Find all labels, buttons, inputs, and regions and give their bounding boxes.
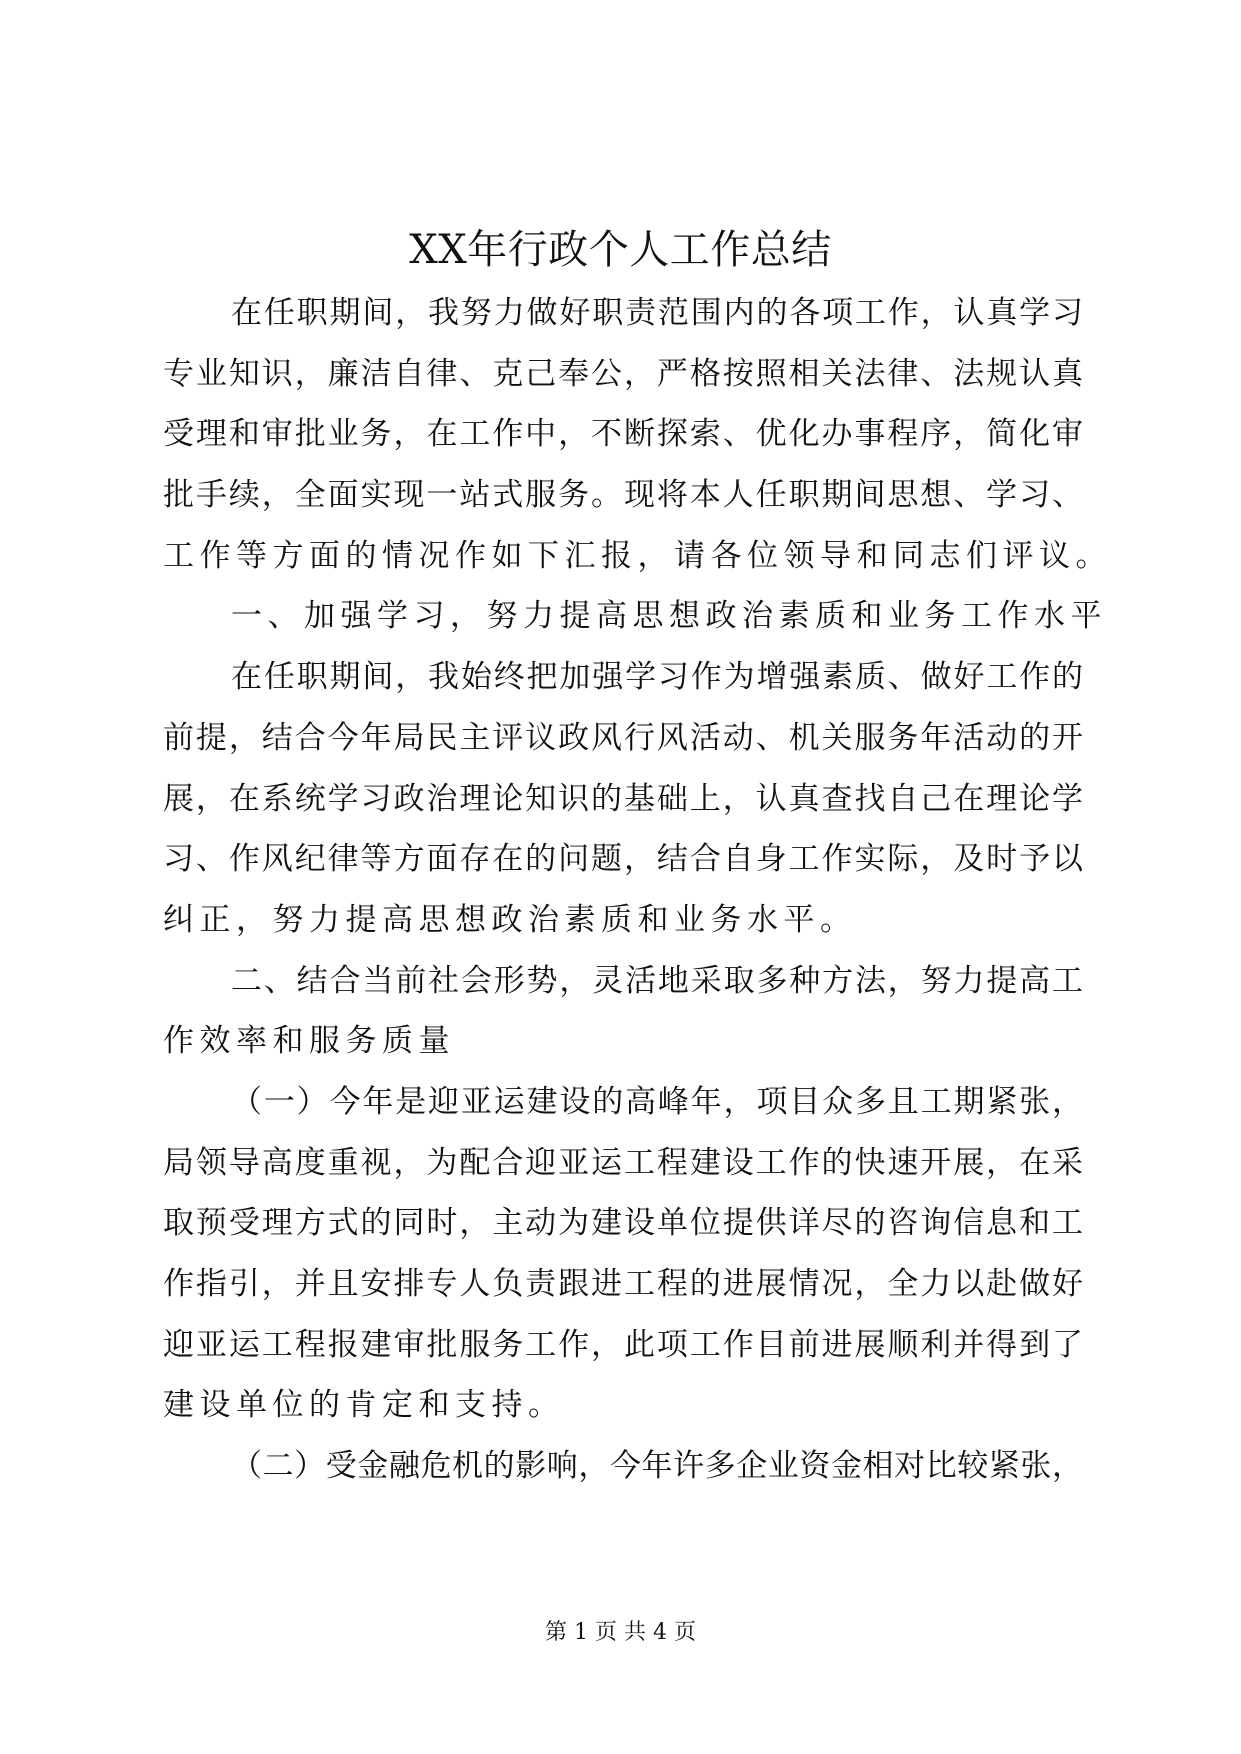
text-line: 受理和审批业务，在工作中，不断探索、优化办事程序，简化审: [163, 416, 1083, 453]
text-line: 在任职期间，我始终把加强学习作为增强素质、做好工作的: [231, 659, 1083, 696]
text-line: 一、加强学习，努力提高思想政治素质和业务工作水平: [231, 598, 1107, 635]
document-body: [163, 291, 1112, 1505]
text-line: （二）受金融危机的影响，今年许多企业资金相对比较紧张，: [231, 1448, 1083, 1485]
text-line: （一）今年是迎亚运建设的高峰年，项目众多且工期紧张，: [231, 1083, 1083, 1120]
text-line: 取预受理方式的同时，主动为建设单位提供详尽的咨询信息和工: [163, 1205, 1083, 1242]
text-line: 二、结合当前社会形势，灵活地采取多种方法，努力提高工: [231, 962, 1083, 999]
text-line: 局领导高度重视，为配合迎亚运工程建设工作的快速开展，在采: [163, 1144, 1083, 1181]
document-title: XX年行政个人工作总结: [409, 227, 832, 273]
text-line: 在任职期间，我努力做好职责范围内的各项工作，认真学习: [231, 295, 1083, 331]
text-line: 作指引，并且安排专人负责跟进工程的进展情况，全力以赴做好: [163, 1266, 1083, 1302]
text-line: 迎亚运工程报建审批服务工作，此项工作目前进展顺利并得到了: [163, 1326, 1083, 1363]
text-line: 建设单位的肯定和支持。: [163, 1387, 565, 1424]
text-line: 纠正，努力提高思想政治素质和业务水平。: [163, 901, 857, 938]
text-line: 批手续，全面实现一站式服务。现将本人任职期间思想、学习、: [163, 477, 1083, 514]
text-line: 专业知识，廉洁自律、克己奉公，严格按照相关法律、法规认真: [163, 355, 1083, 392]
text-line: 前提，结合今年局民主评议政风行风活动、机关服务年活动的开: [163, 719, 1083, 756]
text-line: 作效率和服务质量: [163, 1023, 455, 1060]
text-line: 展，在系统学习政治理论知识的基础上，认真查找自己在理论学: [163, 780, 1083, 817]
text-line: 习、作风纪律等方面存在的问题，结合自身工作实际，及时予以: [163, 841, 1083, 878]
page-footer: 第 1 页 共 4 页: [545, 1620, 696, 1645]
text-line: 工作等方面的情况作如下汇报，请各位领导和同志们评议。: [163, 537, 1112, 574]
